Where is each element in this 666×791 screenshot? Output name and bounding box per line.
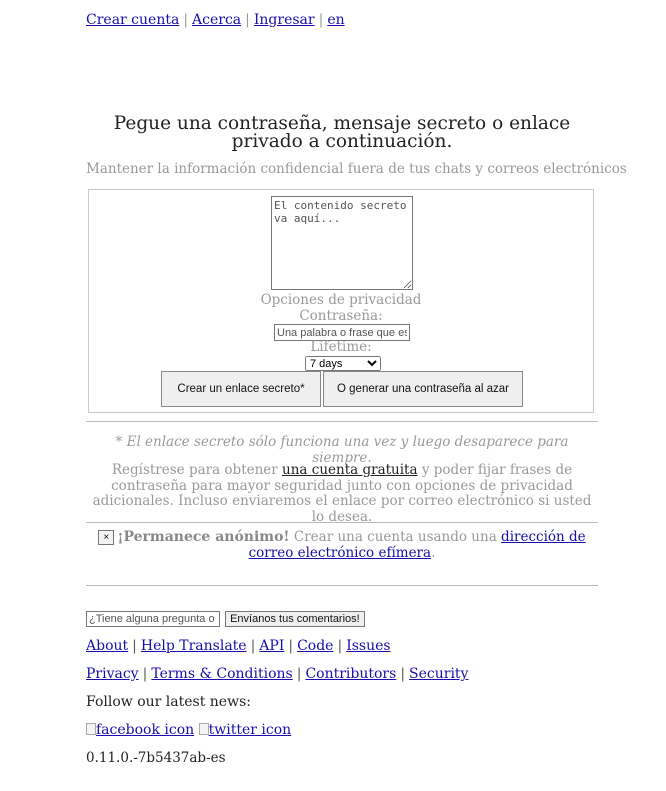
anonymous-text-end: . (431, 545, 436, 561)
secret-form (88, 189, 594, 413)
nav-language-link[interactable]: en (327, 12, 345, 28)
privacy-options-label: Opciones de privacidad (260, 292, 422, 308)
anonymous-heading: ¡Permanece anónimo! (117, 529, 290, 545)
nav-separator: | (318, 12, 324, 28)
page-subtitle: Mantener la información confidencial fuera de tus chats y correos electrónicos (86, 161, 627, 177)
footer-security-link[interactable]: Security (409, 666, 469, 682)
footer-separator: | (400, 666, 406, 682)
nav-separator: | (183, 12, 189, 28)
send-feedback-button[interactable]: Envíanos tus comentarios! (225, 611, 365, 627)
feedback-row (86, 611, 365, 630)
one-time-link-note: * El enlace secreto sólo funciona una vez y luego desaparece para siempre. (115, 434, 569, 466)
nav-login-link[interactable]: Ingresar (253, 12, 315, 28)
footer-api-link[interactable]: API (259, 638, 285, 654)
footer-separator: | (142, 666, 148, 682)
nav-about-link[interactable]: Acerca (192, 12, 242, 28)
facebook-icon (86, 723, 96, 735)
footer-separator: | (288, 638, 294, 654)
free-account-link[interactable]: una cuenta gratuita (282, 462, 418, 478)
nav-create-account-link[interactable]: Crear cuenta (86, 12, 180, 28)
footer-separator: | (296, 666, 302, 682)
secret-content-textarea[interactable] (271, 196, 413, 290)
anonymous-banner (86, 529, 598, 561)
close-banner-button[interactable]: × (98, 530, 114, 545)
divider (86, 522, 598, 523)
page-title: Pegue una contraseña, mensaje secreto o enlace privado a continuación. (113, 113, 571, 152)
divider (86, 585, 598, 586)
nav-separator: | (245, 12, 250, 28)
footer-separator: | (250, 638, 256, 654)
footer-code-link[interactable]: Code (297, 638, 334, 654)
social-links (86, 722, 291, 738)
footer-separator: | (132, 638, 137, 654)
twitter-link[interactable] (199, 722, 292, 738)
facebook-link[interactable] (86, 722, 194, 738)
footer-terms-link[interactable]: Terms & Conditions (151, 666, 293, 682)
footer-help-translate-link[interactable]: Help Translate (140, 638, 247, 654)
create-secret-link-button[interactable]: Crear un enlace secreto* (161, 371, 321, 407)
lifetime-select[interactable] (305, 356, 381, 371)
password-label: Contraseña: (299, 308, 383, 324)
footer-links-secondary (86, 666, 468, 682)
footer-links-primary (86, 638, 391, 654)
footer-contributors-link[interactable]: Contributors (305, 666, 397, 682)
generate-random-password-button[interactable]: O generar una contraseña al azar (323, 371, 523, 407)
ephemeral-email-link[interactable]: dirección de correo electrónico efímera (248, 529, 586, 561)
twitter-icon (199, 723, 209, 735)
version-label: 0.11.0.-7b5437ab-es (86, 750, 226, 766)
facebook-alt-text: facebook icon (96, 722, 195, 738)
footer-issues-link[interactable]: Issues (346, 638, 391, 654)
register-text-before: Regístrese para obtener (111, 462, 283, 478)
anonymous-text: Crear una cuenta usando una (289, 529, 502, 545)
footer-privacy-link[interactable]: Privacy (86, 666, 139, 682)
divider (86, 421, 598, 422)
follow-news-text: Follow our latest news: (86, 694, 251, 710)
feedback-input[interactable] (86, 611, 220, 627)
register-text-after: y poder fijar frases de contraseña para mayor seguridad junto con opciones de privacidad adicionales. Incluso enviaremos el enlace por correo electrónico si usted lo desea. (92, 462, 592, 525)
register-promo (86, 463, 598, 525)
footer-separator: | (337, 638, 343, 654)
footer-about-link[interactable]: About (86, 638, 129, 654)
top-nav (86, 12, 345, 28)
lifetime-label: Lifetime: (310, 339, 372, 355)
twitter-alt-text: twitter icon (208, 722, 292, 738)
